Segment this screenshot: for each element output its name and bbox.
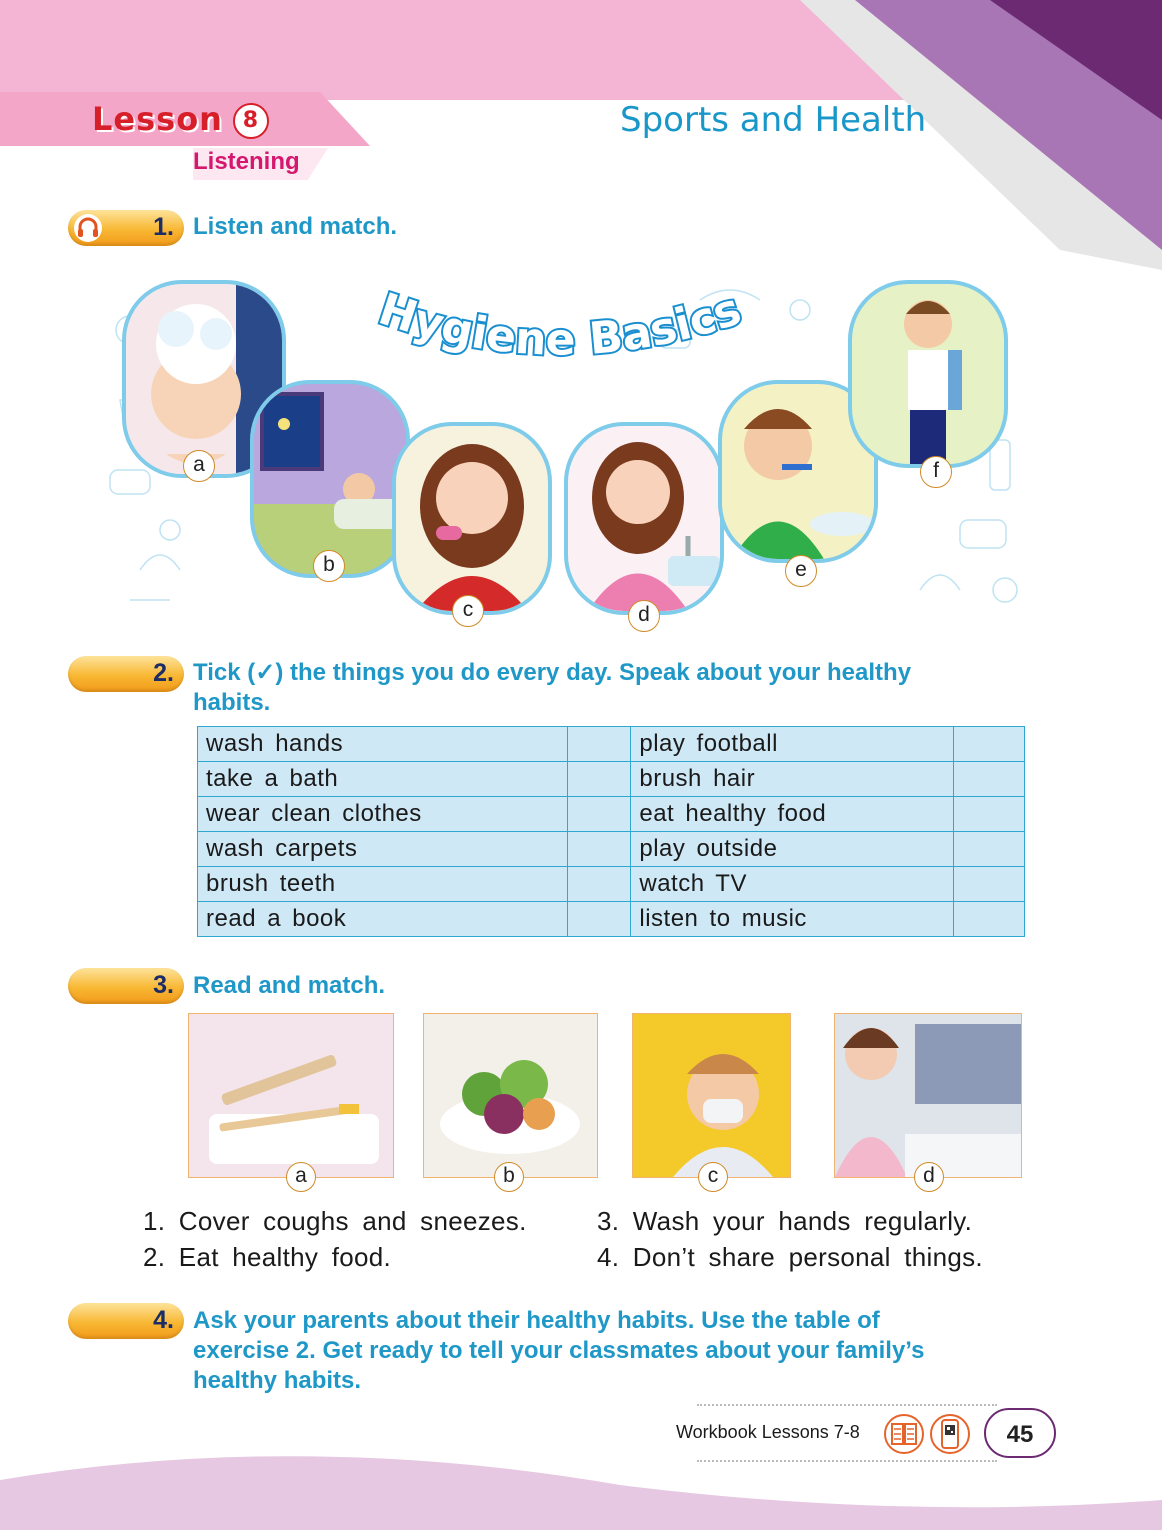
table-row [198, 797, 1025, 832]
photo-b-salad [423, 1013, 598, 1178]
tick-box[interactable] [568, 867, 631, 902]
habit-cell: wear clean clothes [198, 797, 568, 832]
photo-label-b: b [494, 1162, 524, 1192]
sentence-1: 1. Cover coughs and sneezes. [143, 1206, 527, 1236]
exercise-4-badge [68, 1303, 184, 1339]
exercise-2-instruction-line-2: habits. [193, 689, 271, 716]
hygiene-basics-title-art [330, 272, 790, 382]
tick-box[interactable] [568, 797, 631, 832]
photo-a-comb-toothbrush [188, 1013, 394, 1178]
table-row [198, 867, 1025, 902]
tick-box[interactable] [568, 762, 631, 797]
page-number: 45 [984, 1408, 1056, 1458]
tick-box[interactable] [954, 762, 1025, 797]
scene-label-c: c [452, 595, 484, 627]
footer-divider-top [697, 1404, 997, 1406]
tick-box[interactable] [954, 902, 1025, 937]
tick-box[interactable] [954, 832, 1025, 867]
exercise-4-instruction-line-3: healthy habits. [193, 1367, 362, 1394]
habit-cell: brush teeth [198, 867, 568, 902]
exercise-3-instruction: Read and match. [193, 972, 386, 999]
exercise-2-badge [68, 656, 184, 692]
photo-d-girl-washing-hands [834, 1013, 1022, 1178]
habits-tick-table [197, 726, 1025, 937]
exercise-4-instruction-line-2: exercise 2. Get ready to tell your classmates about your family’s [193, 1337, 925, 1364]
qr-phone-icon [930, 1414, 970, 1454]
habit-cell: read a book [198, 902, 568, 937]
unit-title: Sports and Health [620, 100, 927, 140]
habit-cell: listen to music [631, 902, 954, 937]
habit-cell: wash hands [198, 727, 568, 762]
tick-box[interactable] [954, 867, 1025, 902]
habit-cell: wash carpets [198, 832, 568, 867]
sentence-4: 4. Don’t share personal things. [597, 1242, 983, 1272]
table-row [198, 762, 1025, 797]
sentence-3: 3. Wash your hands regularly. [597, 1206, 973, 1236]
workbook-icon [884, 1414, 924, 1454]
scene-label-e: e [785, 555, 817, 587]
scene-d-washing-hands [564, 422, 724, 615]
scene-label-a: a [183, 450, 215, 482]
scene-label-f: f [920, 456, 952, 488]
tick-box[interactable] [954, 727, 1025, 762]
tick-box[interactable] [568, 727, 631, 762]
headphones-icon [74, 214, 102, 242]
exercise-4-instruction-line-1: Ask your parents about their healthy habits. Use the table of [193, 1307, 880, 1334]
scene-b-sleeping [250, 380, 410, 578]
exercise-1-badge [68, 210, 184, 246]
scene-label-d: d [628, 600, 660, 632]
exercise-1-number: 1. [153, 213, 174, 241]
scene-c-brushing-hair [392, 422, 552, 615]
table-row [198, 727, 1025, 762]
exercise-3-badge [68, 968, 184, 1004]
exercise-4-number: 4. [153, 1306, 174, 1334]
tick-box[interactable] [954, 797, 1025, 832]
table-row [198, 832, 1025, 867]
photo-label-d: d [914, 1162, 944, 1192]
footer-divider-bottom [697, 1460, 997, 1462]
photo-c-boy-mask [632, 1013, 791, 1178]
tick-box[interactable] [568, 832, 631, 867]
hygiene-illustration [100, 270, 1030, 626]
tick-box[interactable] [568, 902, 631, 937]
exercise-2-number: 2. [153, 659, 174, 687]
section-label: Listening [193, 148, 300, 175]
exercise-2-instruction-line-1: Tick (✓) the things you do every day. Speak about your healthy [193, 659, 912, 686]
exercise-3-number: 3. [153, 971, 174, 999]
sentence-2: 2. Eat healthy food. [143, 1242, 392, 1272]
scene-label-b: b [313, 550, 345, 582]
habit-cell: play outside [631, 832, 954, 867]
habit-cell: play football [631, 727, 954, 762]
footer-wave-band [0, 1440, 1162, 1530]
habit-cell: watch TV [631, 867, 954, 902]
table-row [198, 902, 1025, 937]
photo-label-c: c [698, 1162, 728, 1192]
scene-f-getting-dressed [848, 280, 1008, 468]
photo-label-a: a [286, 1162, 316, 1192]
lesson-word: Lesson [92, 100, 223, 138]
lesson-number: 8 [233, 103, 269, 139]
svg-text:Hygiene Basics [373, 284, 748, 366]
habit-cell: take a bath [198, 762, 568, 797]
habit-cell: brush hair [631, 762, 954, 797]
habit-cell: eat healthy food [631, 797, 954, 832]
exercise-1-instruction: Listen and match. [193, 213, 398, 240]
hygiene-title: Hygiene Basics [372, 283, 748, 366]
lesson-title [92, 100, 269, 139]
workbook-reference: Workbook Lessons 7-8 [676, 1422, 860, 1442]
